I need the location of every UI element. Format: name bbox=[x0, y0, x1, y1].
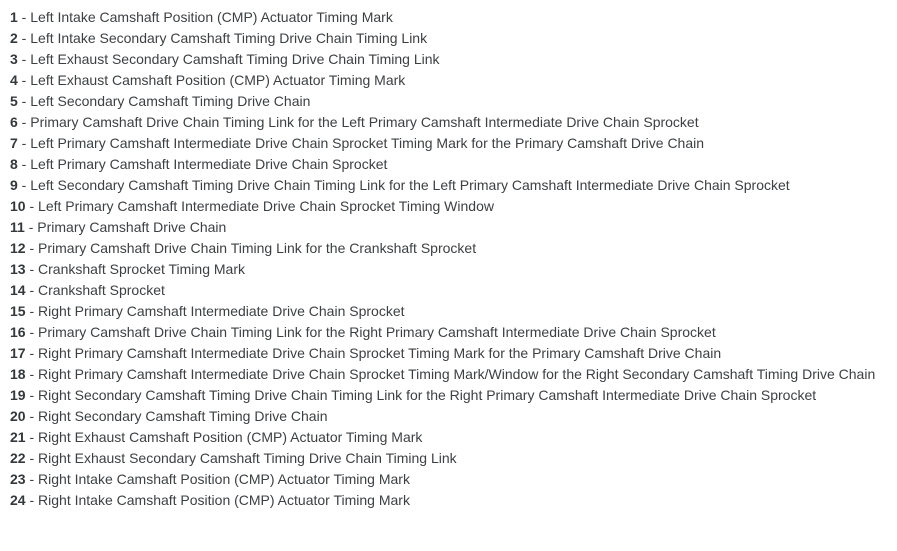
item-separator: - bbox=[25, 282, 39, 298]
item-label: Primary Camshaft Drive Chain Timing Link for the Crankshaft Sprocket bbox=[38, 240, 477, 256]
list-item bbox=[10, 385, 887, 406]
item-separator: - bbox=[25, 303, 39, 319]
item-number: 21 bbox=[10, 429, 26, 445]
item-number: 17 bbox=[10, 345, 26, 361]
item-number: 16 bbox=[10, 324, 26, 340]
item-label: Primary Camshaft Drive Chain Timing Link for the Left Primary Camshaft Intermediate Drive Chain Sprocket bbox=[30, 114, 699, 130]
list-item bbox=[10, 343, 887, 364]
item-label: Left Primary Camshaft Intermediate Drive Chain Sprocket Timing Mark for the Primary Camshaft Drive Chain bbox=[30, 135, 705, 151]
item-number: 10 bbox=[10, 198, 26, 214]
item-label: Left Exhaust Secondary Camshaft Timing Drive Chain Timing Link bbox=[30, 51, 440, 67]
item-number: 19 bbox=[10, 387, 26, 403]
list-item bbox=[10, 91, 887, 112]
item-number: 2 bbox=[10, 30, 18, 46]
item-label: Left Primary Camshaft Intermediate Drive Chain Sprocket bbox=[30, 156, 388, 172]
item-separator: - bbox=[25, 261, 39, 277]
list-item bbox=[10, 28, 887, 49]
list-item bbox=[10, 196, 887, 217]
item-label: Crankshaft Sprocket Timing Mark bbox=[38, 261, 245, 277]
item-number: 4 bbox=[10, 72, 18, 88]
item-separator: - bbox=[17, 114, 31, 130]
item-number: 3 bbox=[10, 51, 18, 67]
list-item bbox=[10, 280, 887, 301]
list-item bbox=[10, 70, 887, 91]
item-separator: - bbox=[25, 366, 39, 382]
item-label: Right Secondary Camshaft Timing Drive Chain bbox=[38, 408, 328, 424]
item-number: 9 bbox=[10, 177, 18, 193]
list-item bbox=[10, 259, 887, 280]
list-item bbox=[10, 406, 887, 427]
item-separator: - bbox=[25, 387, 39, 403]
item-number: 20 bbox=[10, 408, 26, 424]
item-label: Right Intake Camshaft Position (CMP) Actuator Timing Mark bbox=[38, 471, 410, 487]
item-label: Left Intake Camshaft Position (CMP) Actuator Timing Mark bbox=[30, 9, 393, 25]
item-number: 5 bbox=[10, 93, 18, 109]
item-separator: - bbox=[25, 240, 39, 256]
list-item bbox=[10, 301, 887, 322]
item-label: Right Primary Camshaft Intermediate Drive Chain Sprocket bbox=[38, 303, 405, 319]
list-item bbox=[10, 322, 887, 343]
list-item bbox=[10, 112, 887, 133]
item-separator: - bbox=[25, 471, 39, 487]
list-item bbox=[10, 238, 887, 259]
list-item bbox=[10, 154, 887, 175]
list-item bbox=[10, 7, 887, 28]
list-item bbox=[10, 448, 887, 469]
item-number: 7 bbox=[10, 135, 18, 151]
list-item bbox=[10, 427, 887, 448]
item-separator: - bbox=[17, 93, 31, 109]
item-separator: - bbox=[17, 135, 31, 151]
item-label: Left Intake Secondary Camshaft Timing Drive Chain Timing Link bbox=[30, 30, 428, 46]
item-number: 24 bbox=[10, 492, 26, 508]
item-number: 23 bbox=[10, 471, 26, 487]
item-separator: - bbox=[25, 408, 39, 424]
item-separator: - bbox=[24, 219, 38, 235]
list-item bbox=[10, 217, 887, 238]
item-number: 8 bbox=[10, 156, 18, 172]
item-number: 6 bbox=[10, 114, 18, 130]
list-item bbox=[10, 490, 887, 511]
item-label: Right Exhaust Camshaft Position (CMP) Actuator Timing Mark bbox=[38, 429, 423, 445]
item-label: Primary Camshaft Drive Chain Timing Link for the Right Primary Camshaft Intermediate Drive Chain Sprocket bbox=[38, 324, 716, 340]
item-number: 18 bbox=[10, 366, 26, 382]
item-number: 12 bbox=[10, 240, 26, 256]
item-separator: - bbox=[17, 156, 31, 172]
item-label: Primary Camshaft Drive Chain bbox=[37, 219, 227, 235]
item-number: 22 bbox=[10, 450, 26, 466]
list-item bbox=[10, 49, 887, 70]
list-item bbox=[10, 133, 887, 154]
item-label: Crankshaft Sprocket bbox=[38, 282, 165, 298]
item-label: Right Intake Camshaft Position (CMP) Actuator Timing Mark bbox=[38, 492, 410, 508]
item-separator: - bbox=[17, 177, 31, 193]
list-item bbox=[10, 364, 887, 385]
list-item bbox=[10, 469, 887, 490]
item-separator: - bbox=[25, 450, 39, 466]
item-separator: - bbox=[25, 198, 39, 214]
list-item bbox=[10, 175, 887, 196]
item-number: 11 bbox=[10, 219, 25, 235]
item-separator: - bbox=[25, 429, 39, 445]
item-number: 15 bbox=[10, 303, 26, 319]
item-separator: - bbox=[25, 345, 39, 361]
item-number: 1 bbox=[10, 9, 18, 25]
item-label: Left Secondary Camshaft Timing Drive Chain bbox=[30, 93, 311, 109]
item-separator: - bbox=[17, 30, 31, 46]
item-separator: - bbox=[17, 9, 31, 25]
item-label: Right Exhaust Secondary Camshaft Timing Drive Chain Timing Link bbox=[38, 450, 457, 466]
item-number: 13 bbox=[10, 261, 26, 277]
item-label: Left Primary Camshaft Intermediate Drive Chain Sprocket Timing Window bbox=[38, 198, 494, 214]
item-separator: - bbox=[17, 72, 31, 88]
item-label: Right Secondary Camshaft Timing Drive Chain Timing Link for the Right Primary Camshaft Intermediate Drive Chain Sprocket bbox=[38, 387, 817, 403]
item-label: Right Primary Camshaft Intermediate Drive Chain Sprocket Timing Mark/Window for the Right Secondary Camshaft Timing Drive Chain bbox=[38, 366, 876, 382]
item-label: Right Primary Camshaft Intermediate Drive Chain Sprocket Timing Mark for the Primary Camshaft Drive Chain bbox=[38, 345, 722, 361]
item-label: Left Secondary Camshaft Timing Drive Chain Timing Link for the Left Primary Camshaft Intermediate Drive Chain Sprocket bbox=[30, 177, 790, 193]
item-label: Left Exhaust Camshaft Position (CMP) Actuator Timing Mark bbox=[30, 72, 406, 88]
item-separator: - bbox=[17, 51, 31, 67]
item-number: 14 bbox=[10, 282, 26, 298]
item-separator: - bbox=[25, 492, 39, 508]
item-separator: - bbox=[25, 324, 39, 340]
